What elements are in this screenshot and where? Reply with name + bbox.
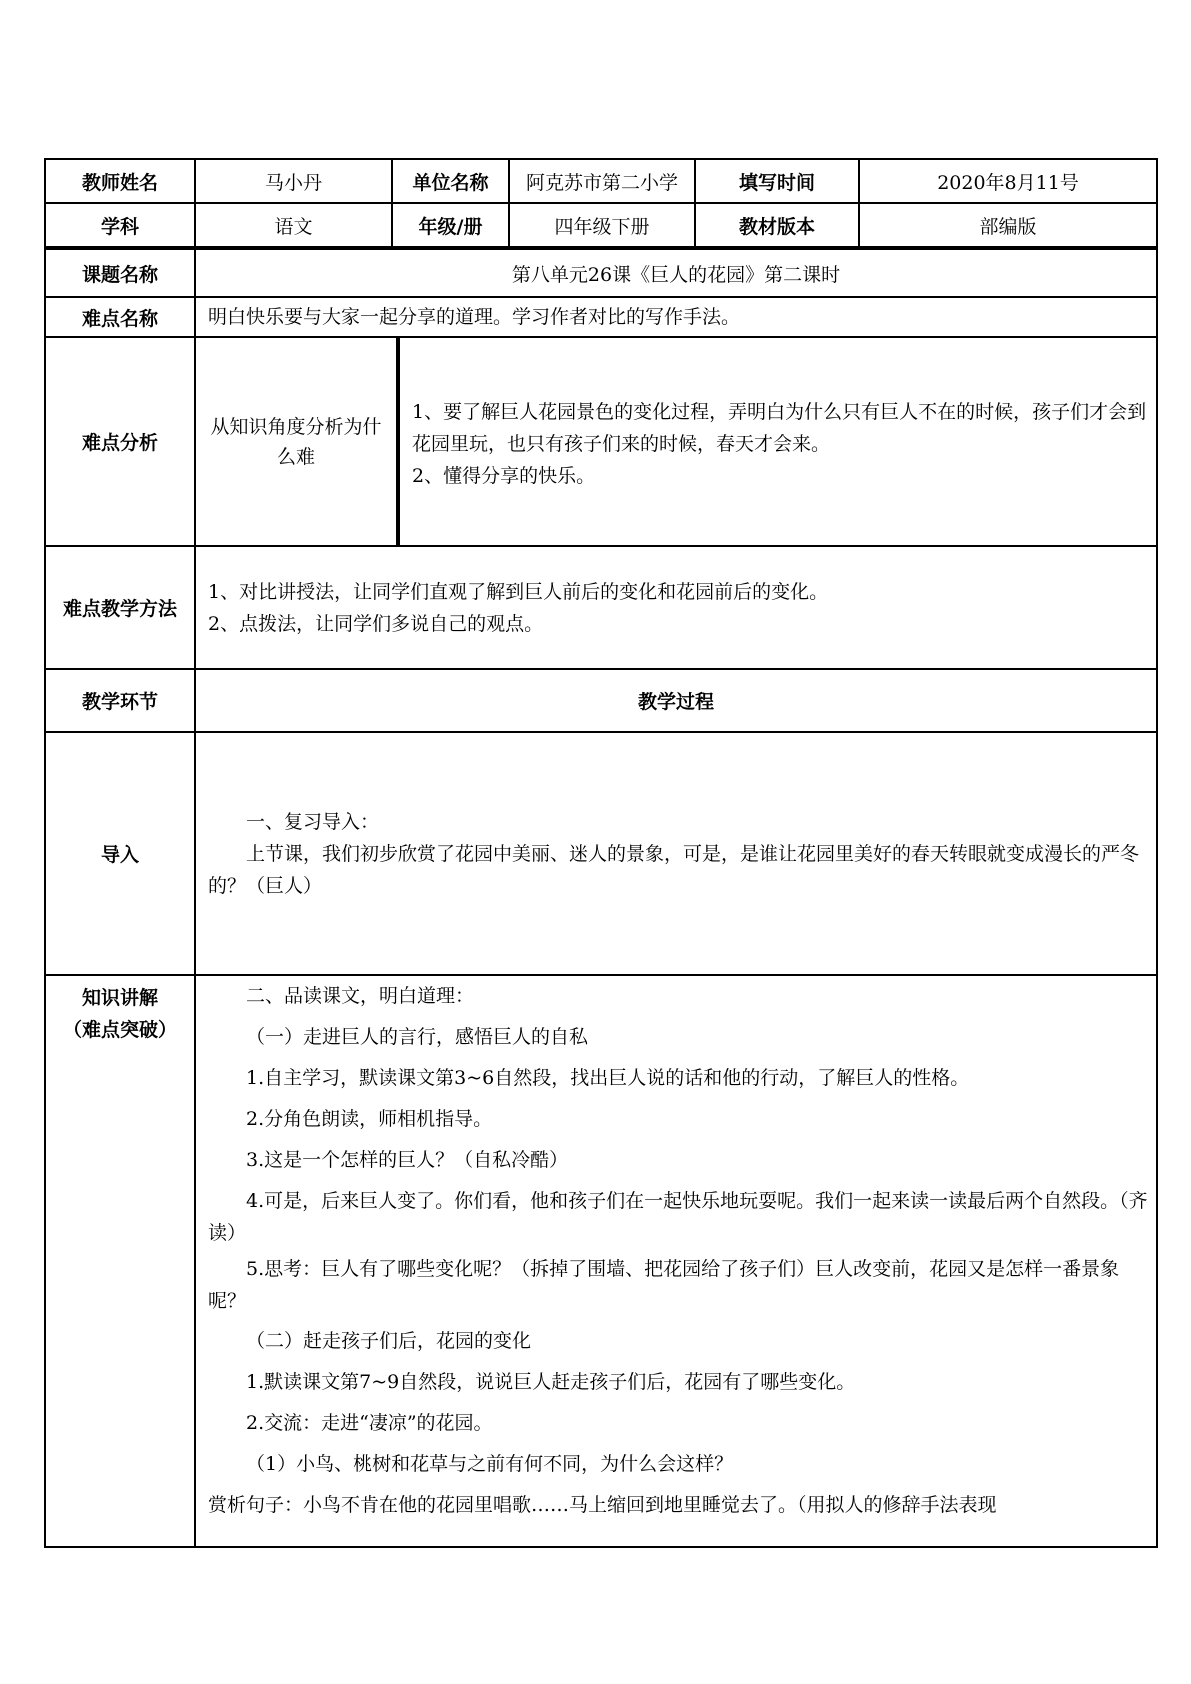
teacher-name-label: 教师姓名 xyxy=(45,159,195,203)
method-label: 难点教学方法 xyxy=(45,546,195,669)
knowledge-line-12: 赏析句子：小鸟不肯在他的花园里唱歌……马上缩回到地里睡觉去了。（用拟人的修辞手法表现 xyxy=(208,1494,997,1516)
unit-name-value: 阿克苏市第二小学 xyxy=(509,159,695,203)
fill-date-value: 2020年8月11号 xyxy=(859,159,1157,203)
fill-date-label: 填写时间 xyxy=(695,159,859,203)
unit-name-label: 单位名称 xyxy=(392,159,509,203)
stage-header-label: 教学环节 xyxy=(45,669,195,732)
method-line-2: 2、点拨法，让同学们多说自己的观点。 xyxy=(208,612,544,635)
edition-value: 部编版 xyxy=(859,203,1157,247)
analysis-line-1: 1、要了解巨人花园景色的变化过程，弄明白为什么只有巨人不在的时候，孩子们才会到花园里玩，也只有孩子们来的时候，春天才会来。 xyxy=(412,401,1147,455)
knowledge-label xyxy=(45,975,195,1547)
teacher-name-value: 马小丹 xyxy=(195,159,392,203)
intro-label: 导入 xyxy=(45,732,195,975)
knowledge-line-11: （1）小鸟、桃树和花草与之前有何不同，为什么会这样？ xyxy=(246,1453,734,1475)
knowledge-line-9: 1.默读课文第7~9自然段，说说巨人赶走孩子们后，花园有了哪些变化。 xyxy=(246,1371,856,1393)
process-header-label: 教学过程 xyxy=(195,669,1157,732)
difficulty-label: 难点名称 xyxy=(45,297,195,337)
grade-label: 年级/册 xyxy=(392,203,509,247)
main-table xyxy=(44,248,1158,1548)
knowledge-line-4: 2.分角色朗读，师相机指导。 xyxy=(246,1108,493,1130)
intro-line-2: 上节课，我们初步欣赏了花园中美丽、迷人的景象，可是，是谁让花园里美好的春天转眼就变成漫长的严冬的？（巨人） xyxy=(208,842,1140,897)
knowledge-label-line-2: （难点突破） xyxy=(62,1019,177,1041)
knowledge-line-5: 3.这是一个怎样的巨人？（自私冷酷） xyxy=(246,1149,569,1171)
edition-label: 教材版本 xyxy=(695,203,859,247)
analysis-label: 难点分析 xyxy=(45,337,195,546)
subject-label: 学科 xyxy=(45,203,195,247)
method-content xyxy=(195,546,1157,669)
knowledge-label-line-1: 知识讲解 xyxy=(81,987,158,1009)
grade-value: 四年级下册 xyxy=(509,203,695,247)
topic-label: 课题名称 xyxy=(45,249,195,297)
knowledge-content xyxy=(195,975,1157,1547)
analysis-content xyxy=(398,337,1157,546)
analysis-line-2: 2、懂得分享的快乐。 xyxy=(412,465,596,487)
knowledge-line-2: （一）走进巨人的言行，感悟巨人的自私 xyxy=(246,1026,589,1048)
intro-line-1: 一、复习导入： xyxy=(246,810,380,833)
header-table xyxy=(44,158,1158,248)
knowledge-line-10: 2.交流：走进“凄凉”的花园。 xyxy=(246,1412,493,1434)
difficulty-value: 明白快乐要与大家一起分享的道理。学习作者对比的写作手法。 xyxy=(195,297,1157,337)
knowledge-line-1: 二、品读课文，明白道理： xyxy=(246,985,475,1007)
analysis-sub-label: 从知识角度分析为什么难 xyxy=(195,337,398,546)
method-line-1: 1、对比讲授法，让同学们直观了解到巨人前后的变化和花园前后的变化。 xyxy=(208,580,829,603)
knowledge-line-3: 1.自主学习，默读课文第3~6自然段，找出巨人说的话和他的行动，了解巨人的性格。 xyxy=(246,1067,970,1089)
knowledge-line-6: 4.可是，后来巨人变了。你们看，他和孩子们在一起快乐地玩耍呢。我们一起来读一读最后两个自然段。（齐读） xyxy=(208,1190,1148,1244)
intro-content xyxy=(195,732,1157,975)
knowledge-line-8: （二）赶走孩子们后，花园的变化 xyxy=(246,1330,532,1352)
knowledge-line-7: 5.思考：巨人有了哪些变化呢？（拆掉了围墙、把花园给了孩子们）巨人改变前，花园又是怎样一番景象呢？ xyxy=(208,1258,1120,1312)
subject-value: 语文 xyxy=(195,203,392,247)
topic-value: 第八单元26课《巨人的花园》第二课时 xyxy=(195,249,1157,297)
